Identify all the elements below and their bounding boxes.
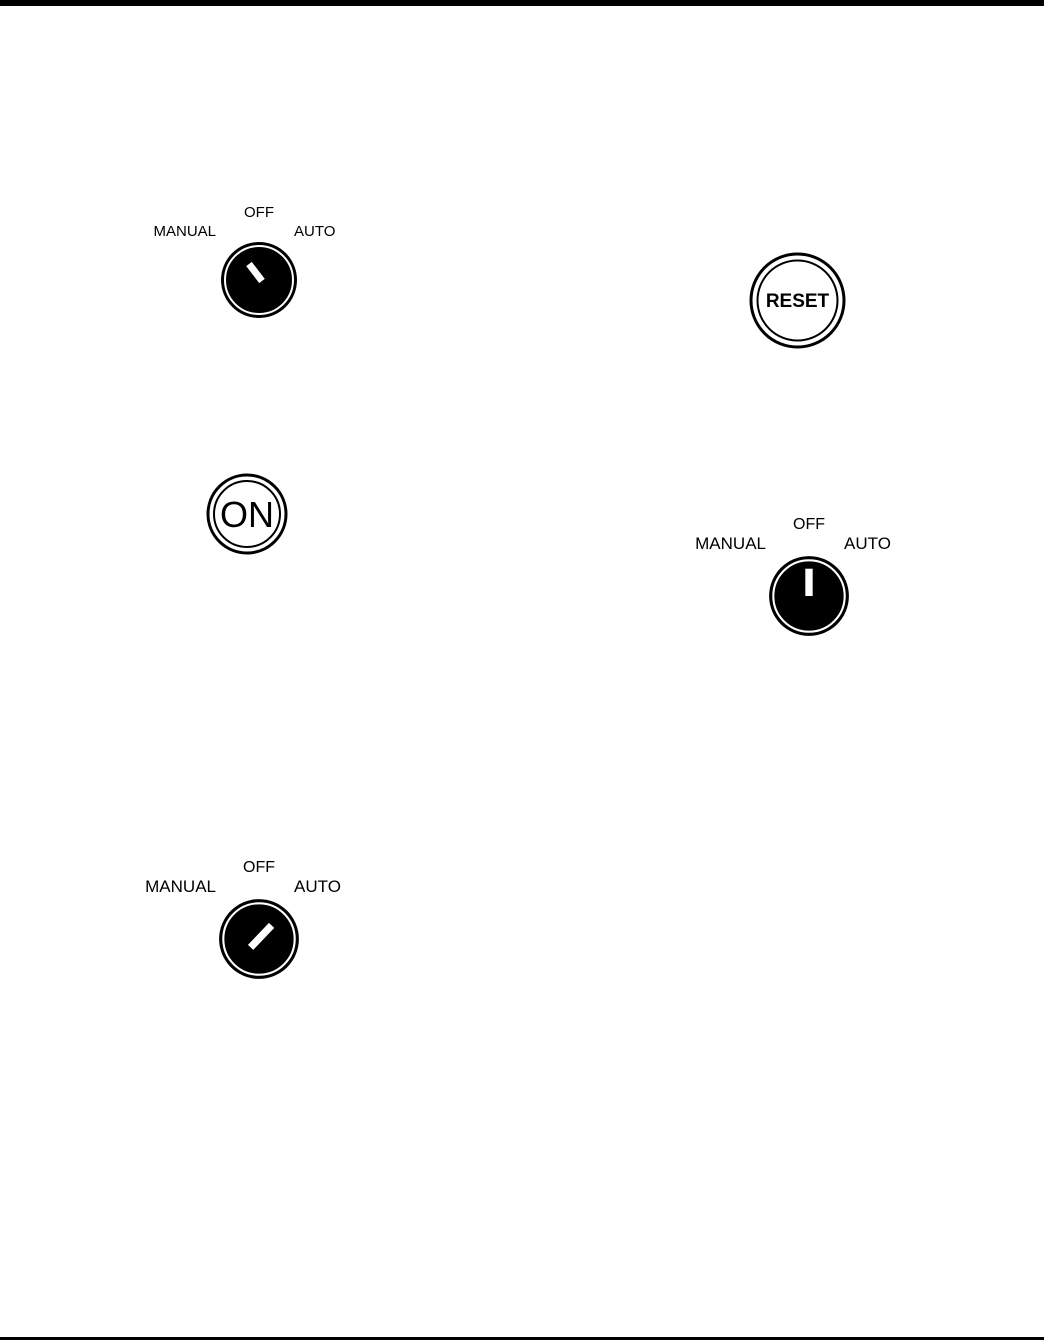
reset-label: RESET [765,291,830,312]
auto-label: AUTO [294,223,336,240]
selector-knob-icon[interactable] [217,897,301,981]
auto-label: AUTO [844,534,891,553]
on-button[interactable] [206,473,288,555]
off-label: OFF [244,204,274,221]
selector-knob-icon[interactable] [219,240,299,320]
selector-switch-auto[interactable] [145,855,369,985]
off-label: OFF [793,516,825,533]
off-label: OFF [243,859,275,876]
reset-button[interactable] [749,252,846,349]
manual-label: MANUAL [145,877,216,896]
selector-switch-manual[interactable] [149,200,369,330]
auto-label: AUTO [294,877,341,896]
on-label: ON [220,494,274,535]
manual-label: MANUAL [695,534,766,553]
selector-knob-icon[interactable] [767,554,851,638]
manual-label: MANUAL [153,223,216,240]
selector-switch-off[interactable] [695,512,919,642]
top-rule [0,0,1044,6]
